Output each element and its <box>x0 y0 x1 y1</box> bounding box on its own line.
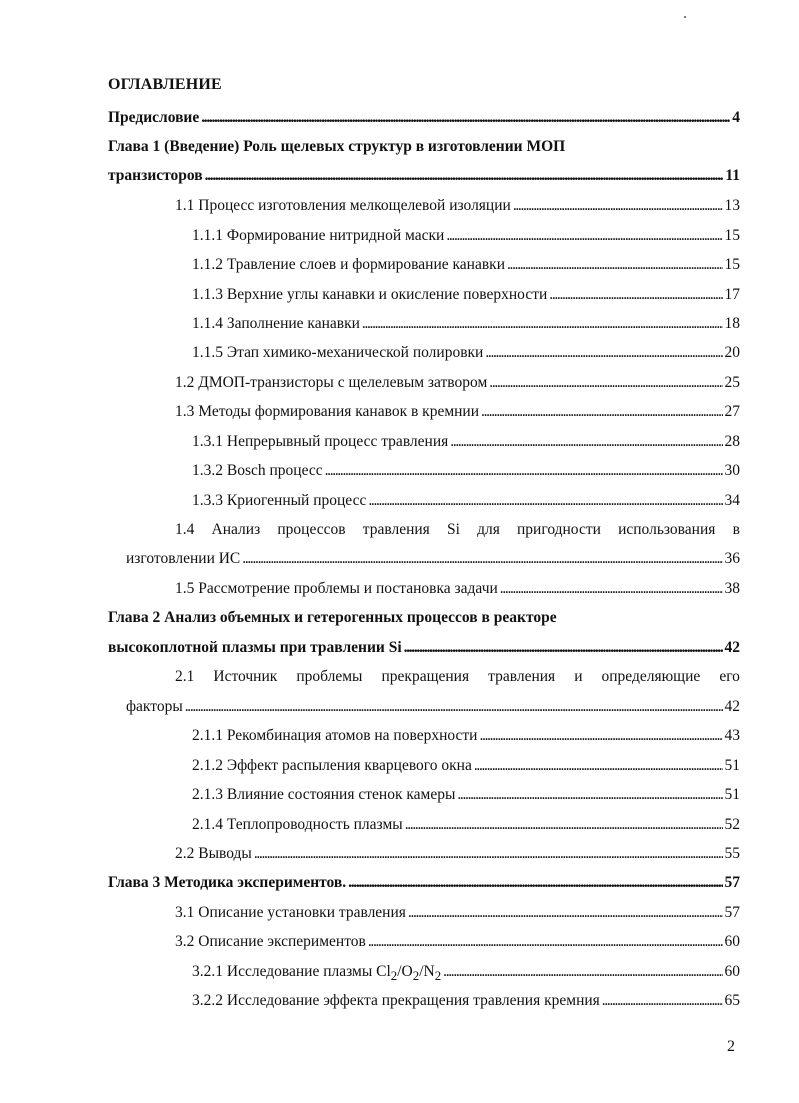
toc-entry-label: 3.2 Описание экспериментов <box>175 933 366 950</box>
toc-entry-label: высокоплотной плазмы при травлении Si <box>108 639 402 656</box>
leader-dots <box>368 491 722 511</box>
toc-entry-label: 3.2.2 Исследование эффекта прекращения травления кремния <box>192 992 600 1009</box>
toc-entry-1-5[interactable] <box>175 579 740 599</box>
leader-dots <box>457 785 722 805</box>
leader-dots <box>205 166 724 186</box>
word: травления <box>488 668 556 685</box>
toc-entry-label: 1.1.4 Заполнение канавки <box>192 315 360 332</box>
toc-entry-chapter-2[interactable] <box>108 638 740 658</box>
leader-dots <box>242 549 722 569</box>
toc-entry-label: 1.1.1 Формирование нитридной маски <box>192 227 445 244</box>
word: 2.1 <box>175 668 195 685</box>
toc-entry-3-2-2[interactable] <box>192 991 740 1011</box>
toc-entry-label: факторы <box>126 698 183 715</box>
toc-entry-1-1-1[interactable] <box>192 226 740 246</box>
leader-dots <box>362 314 723 334</box>
toc-entry-2-1-4[interactable] <box>192 815 740 835</box>
toc-entry-page: 27 <box>724 403 740 420</box>
toc-entry-page: 17 <box>724 286 740 303</box>
word: Si <box>446 521 460 538</box>
toc-entry-label: 1.1.5 Этап химико-механической полировки <box>192 344 484 361</box>
toc-entry-page: 51 <box>724 786 740 803</box>
toc-entry-label: 1.1 Процесс изготовления мелкощелевой изоляции <box>175 197 511 214</box>
toc-entry-page: 42 <box>724 698 740 715</box>
toc-entry-page: 4 <box>732 109 740 126</box>
toc-entry-page: 11 <box>725 167 740 184</box>
word: его <box>719 668 740 685</box>
toc-entry-label: 1.3.3 Криогенный процесс <box>192 492 367 509</box>
toc-entry-page: 34 <box>724 492 740 509</box>
toc-entry-label: 1.3.1 Непрерывный процесс травления <box>192 433 449 450</box>
toc-entry-label: 1.2 ДМОП-транзисторы с щелелевым затвором <box>175 374 488 391</box>
word: и <box>574 668 583 685</box>
word: процессов <box>277 521 346 538</box>
toc-entry-label: 1.3.2 Bosch процесс <box>192 462 323 479</box>
leader-dots <box>185 697 723 717</box>
word: травления <box>362 521 430 538</box>
word: пригодности <box>517 521 601 538</box>
toc-entry-1-1-4[interactable] <box>192 314 740 334</box>
toc-entry-3-2-1[interactable] <box>192 962 740 986</box>
word: Источник <box>213 668 278 685</box>
toc-entry-page: 30 <box>724 462 740 479</box>
word: проблемы <box>296 668 363 685</box>
toc-entry-label: 3.1 Описание установки травления <box>175 904 406 921</box>
toc-entry-page: 38 <box>724 580 740 597</box>
toc-entry-label: 2.1.3 Влияние состояния стенок камеры <box>192 786 456 803</box>
toc-entry-1-2[interactable] <box>175 373 740 393</box>
toc-entry-page: 13 <box>724 197 740 214</box>
toc-entry-chapter-3[interactable] <box>108 873 740 893</box>
leader-dots <box>254 844 723 864</box>
leader-dots <box>507 255 723 275</box>
toc-entry-1-1-5[interactable] <box>192 343 740 363</box>
leader-dots <box>348 873 722 893</box>
label-text: /O <box>397 963 413 980</box>
toc-entry-page: 57 <box>724 874 740 891</box>
leader-dots <box>513 196 723 216</box>
word: для <box>477 521 500 538</box>
leader-dots <box>489 373 722 393</box>
toc-entry-3-2[interactable] <box>175 932 740 952</box>
toc-entry-page: 25 <box>724 374 740 391</box>
leader-dots <box>404 638 723 658</box>
subscript: 2 <box>390 968 398 984</box>
toc-entry-label: 2.1.1 Рекомбинация атомов на поверхности <box>192 727 478 744</box>
toc-entry-label: 2.2 Выводы <box>175 845 252 862</box>
toc-entry-page: 20 <box>724 344 740 361</box>
toc-entry-page: 55 <box>724 845 740 862</box>
word: Анализ <box>211 521 261 538</box>
toc-entry-page: 57 <box>724 904 740 921</box>
toc-entry-page: 15 <box>724 227 740 244</box>
toc-entry-page: 43 <box>724 727 740 744</box>
toc-entry-label: 1.1.2 Травление слоев и формирование канавки <box>192 256 505 273</box>
leader-dots <box>201 108 730 128</box>
leader-dots <box>479 726 722 746</box>
toc-entry-page: 36 <box>724 550 740 567</box>
toc-entry-1-4[interactable] <box>126 549 740 569</box>
toc-entry-3-1[interactable] <box>175 903 740 923</box>
scan-speck <box>684 16 686 18</box>
toc-entry-label: Предисловие <box>108 109 200 126</box>
word: определяющие <box>601 668 701 685</box>
subscript: 2 <box>434 968 442 984</box>
label-text: 3.2.1 Исследование плазмы Cl <box>192 963 391 980</box>
toc-entry-2-1-line1[interactable] <box>175 667 740 687</box>
toc-entry-1-1[interactable] <box>175 196 740 216</box>
leader-dots <box>446 226 722 246</box>
toc-chapter-2-line1[interactable]: Глава 2 Анализ объемных и гетерогенных процессов в реакторе <box>108 609 557 626</box>
toc-entry-1-3-3[interactable] <box>192 491 740 511</box>
leader-dots <box>485 343 722 363</box>
leader-dots <box>405 815 723 835</box>
leader-dots <box>481 402 722 422</box>
toc-entry-page: 52 <box>724 816 740 833</box>
word: 1.4 <box>175 521 195 538</box>
word: использования <box>618 521 716 538</box>
subscript: 2 <box>412 968 420 984</box>
toc-entry-1-3-2[interactable] <box>192 461 740 481</box>
leader-dots <box>500 579 723 599</box>
toc-entry-label: 2.1.4 Теплопроводность плазмы <box>192 816 403 833</box>
toc-entry-label <box>192 962 441 986</box>
toc-entry-page: 15 <box>724 256 740 273</box>
label-text: /N <box>419 963 435 980</box>
toc-entry-1-3-1[interactable] <box>192 432 740 452</box>
toc-entry-page: 18 <box>724 315 740 332</box>
leader-dots <box>602 991 723 1011</box>
toc-entry-page: 42 <box>724 639 740 656</box>
toc-entry-label: изготовлении ИС <box>126 550 241 567</box>
leader-dots <box>474 756 723 776</box>
toc-entry-1-1-2[interactable] <box>192 255 740 275</box>
toc-entry-label: 1.5 Рассмотрение проблемы и постановка задачи <box>175 580 498 597</box>
toc-entry-chapter-1[interactable] <box>108 166 740 186</box>
toc-entry-1-4-line1[interactable] <box>175 520 740 540</box>
leader-dots <box>450 432 722 452</box>
toc-entry-page: 65 <box>724 992 740 1009</box>
toc-entry-page: 28 <box>724 433 740 450</box>
toc-heading: ОГЛАВЛЕНИЕ <box>108 76 222 93</box>
word: в <box>732 521 740 538</box>
page-number: 2 <box>727 1038 735 1055</box>
toc-entry-2-1-3[interactable] <box>192 785 740 805</box>
toc-entry-2-2[interactable] <box>175 844 740 864</box>
toc-entry-page: 60 <box>724 933 740 950</box>
leader-dots <box>443 962 722 982</box>
leader-dots <box>325 461 723 481</box>
toc-entry-1-3[interactable] <box>175 402 740 422</box>
toc-entry-label: 1.1.3 Верхние углы канавки и окисление поверхности <box>192 286 548 303</box>
toc-entry-2-1-1[interactable] <box>192 726 740 746</box>
toc-entry-page: 51 <box>724 757 740 774</box>
toc-entry-1-1-3[interactable] <box>192 285 740 305</box>
toc-entry-page: 60 <box>724 963 740 980</box>
word: прекращения <box>381 668 470 685</box>
toc-entry-label: 2.1.2 Эффект распыления кварцевого окна <box>192 757 472 774</box>
toc-entry-label: 1.3 Методы формирования канавок в кремнии <box>175 403 480 420</box>
toc-entry-preface[interactable] <box>108 108 740 128</box>
leader-dots <box>549 285 722 305</box>
toc-entry-label: Глава 3 Методика экспериментов. <box>108 874 347 891</box>
toc-entry-2-1-2[interactable] <box>192 756 740 776</box>
toc-entry-label: транзисторов <box>108 167 203 184</box>
toc-entry-2-1[interactable] <box>126 697 740 717</box>
leader-dots <box>368 932 723 952</box>
leader-dots <box>408 903 723 923</box>
toc-chapter-1-line1[interactable]: Глава 1 (Введение) Роль щелевых структур в изготовлении МОП <box>108 138 566 155</box>
